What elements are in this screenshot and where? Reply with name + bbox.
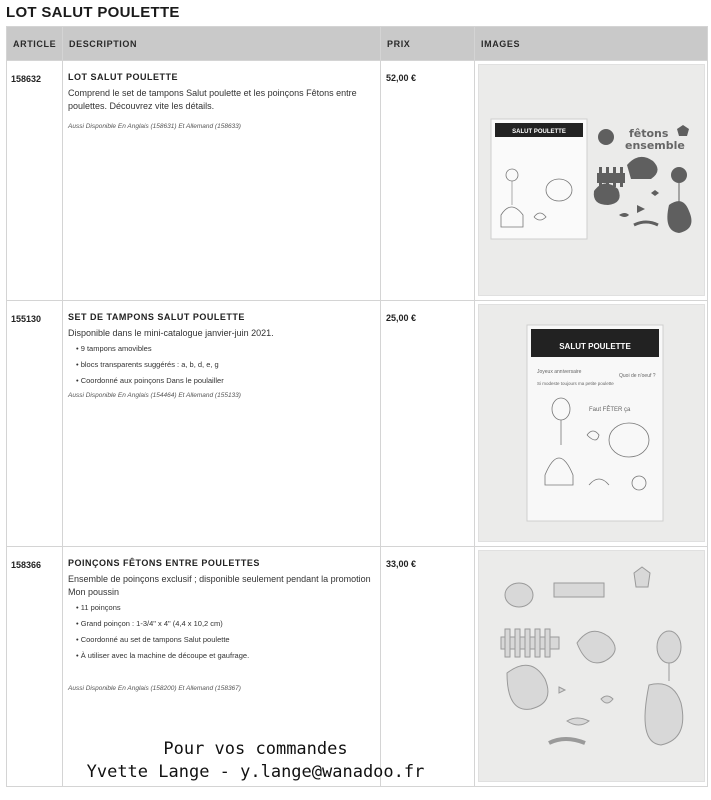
product-description: Ensemble de poinçons exclusif ; disponible seulement pendant la promotion Mon poussin [68,574,371,597]
die-word-2: ensemble [625,139,685,152]
product-photo-bundle[interactable] [478,64,705,296]
stamp-text-quoi: Quoi de n'oeuf ? [619,373,656,379]
availability-note: Aussi Disponible En Anglais (158200) Et Allemand (158367) [68,685,241,692]
list-item: • 11 poinçons [76,603,374,613]
product-table [6,26,708,787]
list-item: • À utiliser avec la machine de découpe et gaufrage. [76,651,374,661]
table-row [7,301,708,547]
feature-list [68,344,374,386]
feature-list [68,603,374,661]
stamp-text-birthday: Joyeux anniversaire [537,369,582,375]
article-number: 155130 [7,301,63,547]
product-photo-stamps[interactable] [478,304,705,542]
article-number: 158632 [7,61,63,301]
pack-title: SALUT POULETTE [559,342,631,351]
column-header-description: DESCRIPTION [63,27,381,61]
column-header-images: IMAGES [475,27,708,61]
pack-title: SALUT POULETTE [512,129,566,135]
column-header-article: ARTICLE [7,27,63,61]
availability-note: Aussi Disponible En Anglais (158631) Et Allemand (158633) [68,123,241,130]
footer-order-line: Pour vos commandes [163,739,348,759]
image-cell [475,61,708,301]
description-cell [63,61,381,301]
page-title: LOT SALUT POULETTE [6,4,180,21]
list-item: • Coordonné aux poinçons Dans le poulailler [76,376,374,386]
table-header-row [7,27,708,61]
image-cell [475,301,708,547]
product-name[interactable]: POINÇONS FÊTONS ENTRE POULETTES [68,558,260,568]
list-item: • 9 tampons amovibles [76,344,374,354]
product-name[interactable]: SET DE TAMPONS SALUT POULETTE [68,312,245,322]
product-description: Disponible dans le mini-catalogue janvier-juin 2021. [68,328,274,338]
price: 33,00 € [381,547,475,787]
product-name[interactable]: LOT SALUT POULETTE [68,72,178,82]
list-item: • Coordonné au set de tampons Salut poulette [76,635,374,645]
price: 52,00 € [381,61,475,301]
stamp-text-modeste: Si modeste toujours ma petite poulette [537,381,614,386]
list-item: • blocs transparents suggérés : a, b, d, e, g [76,360,374,370]
stamp-text-feter: Faut FÊTER ça [589,407,631,413]
product-description: Comprend le set de tampons Salut poulette et les poinçons Fêtons entre poulettes. Découvrez vite les détails. [68,88,357,111]
table-row [7,61,708,301]
column-header-price: PRIX [381,27,475,61]
die-word-1: fêtons [629,127,669,140]
list-item: • Grand poinçon : 1-3/4" x 4" (4,4 x 10,2 cm) [76,619,374,629]
description-cell [63,301,381,547]
availability-note: Aussi Disponible En Anglais (154464) Et Allemand (155133) [68,392,241,399]
price: 25,00 € [381,301,475,547]
footer-contact-line: Yvette Lange - y.lange@wanadoo.fr [86,762,425,782]
article-number: 158366 [7,547,63,787]
